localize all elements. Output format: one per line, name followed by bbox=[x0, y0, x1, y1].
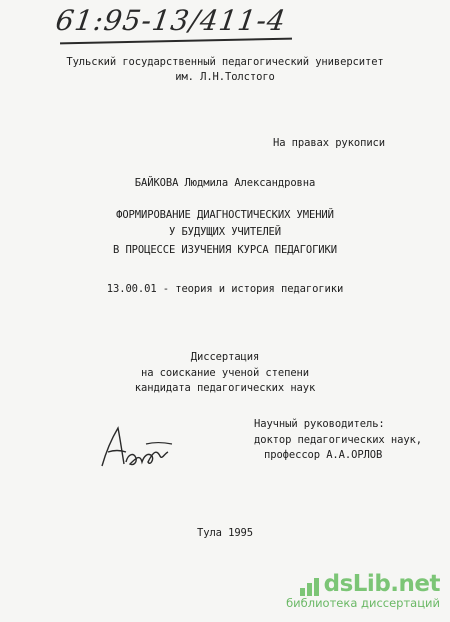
watermark bbox=[286, 572, 440, 610]
watermark-caption: библиотека диссертаций bbox=[286, 596, 440, 610]
watermark-logo bbox=[286, 572, 440, 596]
title-line-3: В ПРОЦЕССЕ ИЗУЧЕНИЯ КУРСА ПЕДАГОГИКИ bbox=[113, 244, 337, 256]
supervisor-name: профессор А.А.ОРЛОВ bbox=[264, 449, 383, 461]
supervisor-degree: доктор педагогических наук, bbox=[254, 434, 422, 446]
place-and-year: Тула 1995 bbox=[197, 527, 253, 539]
degree-line-3: кандидата педагогических наук bbox=[134, 382, 316, 394]
title-line-2: У БУДУЩИХ УЧИТЕЛЕЙ bbox=[169, 226, 281, 238]
watermark-logo-text: dsLib.net bbox=[323, 571, 440, 597]
handwritten-signature bbox=[96, 422, 178, 472]
handwritten-catalog-number: 61:95-13/411-4 bbox=[53, 4, 289, 37]
university-subname: им. Л.Н.Толстого bbox=[175, 71, 275, 83]
bar-chart-icon bbox=[300, 576, 319, 596]
handwritten-underline bbox=[60, 38, 292, 45]
manuscript-note: На правах рукописи bbox=[273, 137, 385, 149]
title-line-1: ФОРМИРОВАНИЕ ДИАГНОСТИЧЕСКИХ УМЕНИЙ bbox=[116, 209, 334, 221]
university-name: Тульский государственный педагогический университет bbox=[66, 56, 384, 68]
degree-line-1: Диссертация bbox=[190, 351, 260, 363]
specialty-code: 13.00.01 - теория и история педагогики bbox=[106, 283, 344, 295]
degree-line-2: на соискание ученой степени bbox=[141, 367, 309, 379]
author-name: БАЙКОВА Людмила Александровна bbox=[134, 177, 316, 189]
supervisor-label: Научный руководитель: bbox=[254, 418, 385, 430]
